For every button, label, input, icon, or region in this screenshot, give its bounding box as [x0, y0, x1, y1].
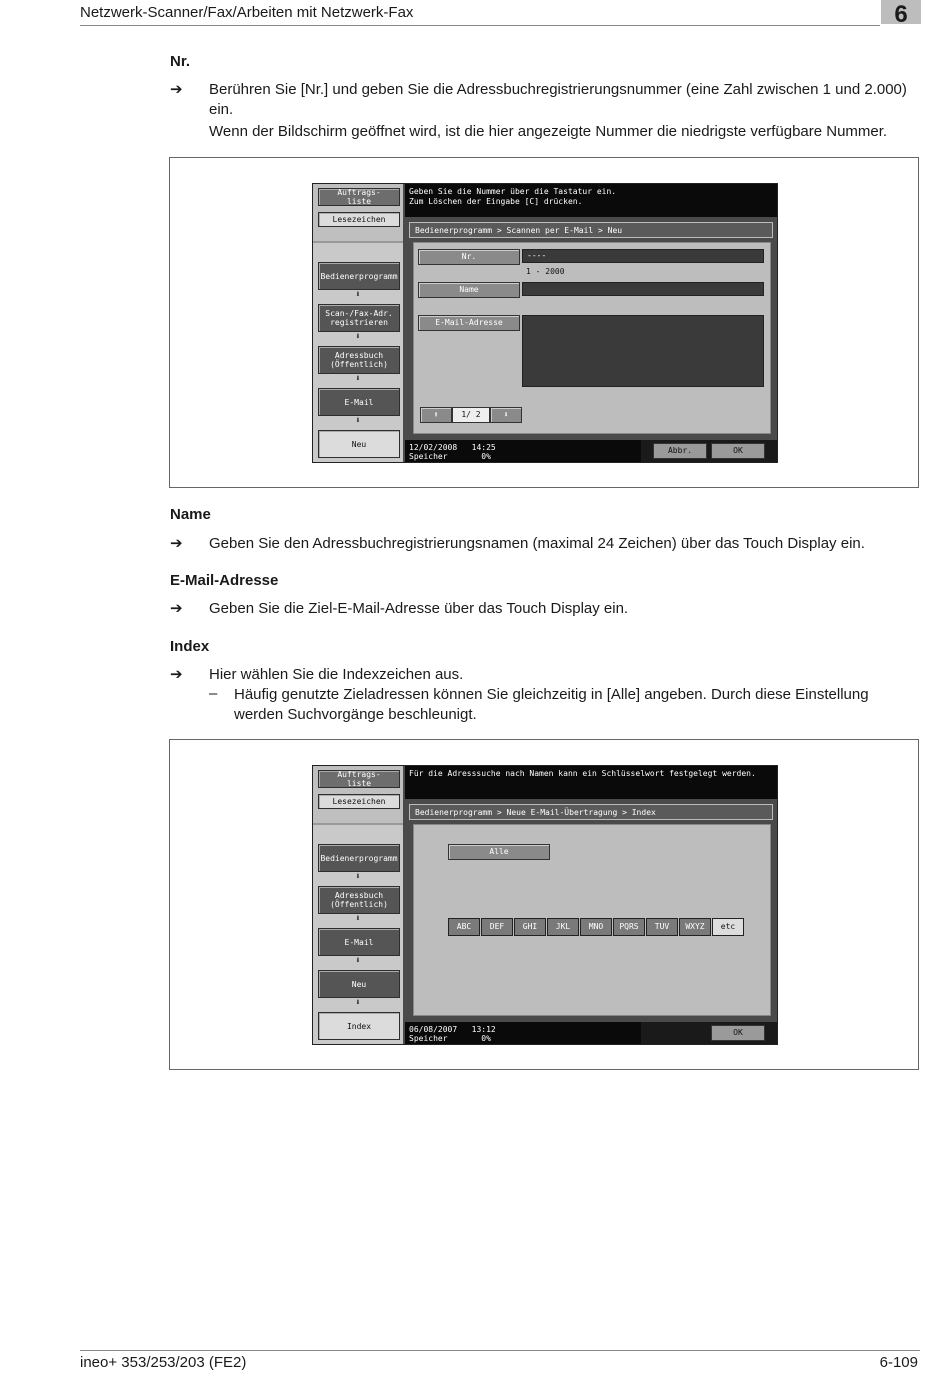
- chapter-number: 6: [894, 1, 908, 28]
- heading-nr: Nr.: [170, 53, 191, 70]
- ok-button[interactable]: OK: [711, 1025, 765, 1041]
- arrow-icon: ➔: [170, 666, 183, 683]
- step-arrow-icon: ⬇: [355, 956, 361, 966]
- name-field[interactable]: [522, 282, 764, 296]
- step-new-button[interactable]: Neu: [318, 970, 400, 998]
- status-bar: [405, 440, 641, 462]
- breadcrumb: Bedienerprogramm > Neue E-Mail-Übertragung > Index: [409, 804, 773, 820]
- index-key-ghi[interactable]: GHI: [514, 918, 546, 936]
- step-arrow-icon: ⬇: [355, 290, 361, 300]
- running-header: Netzwerk-Scanner/Fax/Arbeiten mit Netzwerk-Fax: [80, 4, 414, 21]
- index-key-wxyz[interactable]: WXYZ: [679, 918, 711, 936]
- step-new-button[interactable]: Neu: [318, 430, 400, 458]
- bookmark-button[interactable]: Lesezeichen: [318, 212, 400, 227]
- ok-button[interactable]: OK: [711, 443, 765, 459]
- side-panel: [313, 184, 403, 462]
- step-arrow-icon: ⬇: [355, 914, 361, 924]
- footer-page-number: 6-109: [879, 1354, 918, 1371]
- job-list-button[interactable]: Auftrags- liste: [318, 770, 400, 788]
- step-arrow-icon: ⬇: [355, 998, 361, 1008]
- screenshot-frame-1: [169, 157, 919, 488]
- footer-model: ineo+ 353/253/203 (FE2): [80, 1354, 247, 1371]
- cancel-button[interactable]: Abbr.: [653, 443, 707, 459]
- date: 06/08/2007: [409, 1025, 458, 1034]
- step-arrow-icon: ⬇: [355, 416, 361, 426]
- email-field[interactable]: [522, 315, 764, 387]
- heading-name: Name: [170, 506, 211, 523]
- index-panel: [413, 824, 771, 1016]
- status-bar: [405, 1022, 641, 1044]
- index-key-row: [448, 918, 748, 936]
- email-instruction: Geben Sie die Ziel-E-Mail-Adresse über das Touch Display ein.: [209, 600, 629, 617]
- action-bar: [641, 1022, 777, 1044]
- step-email-button[interactable]: E-Mail: [318, 388, 400, 416]
- index-key-pqrs[interactable]: PQRS: [613, 918, 645, 936]
- step-utility-button[interactable]: Bedienerprogramm: [318, 844, 400, 872]
- time: 14:25: [471, 443, 496, 452]
- arrow-icon: ➔: [170, 600, 183, 617]
- index-key-etc[interactable]: etc: [712, 918, 744, 936]
- message-bar: Geben Sie die Nummer über die Tastatur ein. Zum Löschen der Eingabe [C] drücken.: [405, 184, 777, 217]
- step-arrow-icon: ⬇: [355, 872, 361, 882]
- header-rule: [80, 25, 880, 26]
- heading-index: Index: [170, 638, 210, 655]
- device-screen-new-entry: [312, 183, 778, 463]
- page-indicator: 1/ 2: [452, 407, 490, 423]
- memory-value: 0%: [481, 1034, 491, 1043]
- nr-note: Wenn der Bildschirm geöffnet wird, ist die hier angezeigte Nummer die niedrigste verfügbare Nummer.: [209, 123, 888, 140]
- message-bar: Für die Adresssuche nach Namen kann ein Schlüsselwort festgelegt werden.: [405, 766, 777, 799]
- device-screen-index: [312, 765, 778, 1045]
- index-key-mno[interactable]: MNO: [580, 918, 612, 936]
- nr-field[interactable]: ----: [522, 249, 764, 263]
- memory-value: 0%: [481, 452, 491, 461]
- action-bar: [641, 440, 777, 462]
- index-key-jkl[interactable]: JKL: [547, 918, 579, 936]
- date: 12/02/2008: [409, 443, 458, 452]
- entry-panel: [413, 242, 771, 434]
- step-email-button[interactable]: E-Mail: [318, 928, 400, 956]
- step-arrow-icon: ⬇: [355, 374, 361, 384]
- index-instruction: Hier wählen Sie die Indexzeichen aus.: [209, 666, 464, 683]
- screenshot-frame-2: [169, 739, 919, 1070]
- nr-button[interactable]: Nr.: [418, 249, 520, 265]
- name-button[interactable]: Name: [418, 282, 520, 298]
- step-address-book-button[interactable]: Adressbuch (Öffentlich): [318, 346, 400, 374]
- memory-label: Speicher: [409, 452, 448, 461]
- step-utility-button[interactable]: Bedienerprogramm: [318, 262, 400, 290]
- arrow-icon: ➔: [170, 81, 183, 98]
- job-list-button[interactable]: Auftrags- liste: [318, 188, 400, 206]
- index-key-def[interactable]: DEF: [481, 918, 513, 936]
- page-up-button[interactable]: ⬆: [420, 407, 452, 423]
- breadcrumb: Bedienerprogramm > Scannen per E-Mail > Neu: [409, 222, 773, 238]
- time: 13:12: [471, 1025, 496, 1034]
- page-down-button[interactable]: ⬇: [490, 407, 522, 423]
- dash-bullet: –: [209, 685, 218, 702]
- index-sub-note: Häufig genutzte Zieladressen können Sie gleichzeitig in [Alle] angeben. Durch diese Einstellung werden Suchvorgänge beschleunigt.: [234, 686, 869, 723]
- email-button[interactable]: E-Mail-Adresse: [418, 315, 520, 331]
- step-arrow-icon: ⬇: [355, 332, 361, 342]
- index-key-tuv[interactable]: TUV: [646, 918, 678, 936]
- memory-label: Speicher: [409, 1034, 448, 1043]
- step-address-book-button[interactable]: Adressbuch (Öffentlich): [318, 886, 400, 914]
- bookmark-button[interactable]: Lesezeichen: [318, 794, 400, 809]
- name-instruction: Geben Sie den Adressbuchregistrierungsnamen (maximal 24 Zeichen) über das Touch Display ein.: [209, 535, 865, 552]
- footer-rule: [80, 1350, 920, 1351]
- arrow-icon: ➔: [170, 535, 183, 552]
- index-key-abc[interactable]: ABC: [448, 918, 480, 936]
- nr-instruction: Berühren Sie [Nr.] und geben Sie die Adressbuchregistrierungsnummer (eine Zahl zwischen 1 und 2.000) ein.: [209, 81, 907, 118]
- nr-range: 1 - 2000: [526, 267, 565, 276]
- step-index-button[interactable]: Index: [318, 1012, 400, 1040]
- all-button[interactable]: Alle: [448, 844, 550, 860]
- side-panel: [313, 766, 403, 1044]
- heading-email: E-Mail-Adresse: [170, 572, 279, 589]
- step-scan-fax-register-button[interactable]: Scan-/Fax-Adr. registrieren: [318, 304, 400, 332]
